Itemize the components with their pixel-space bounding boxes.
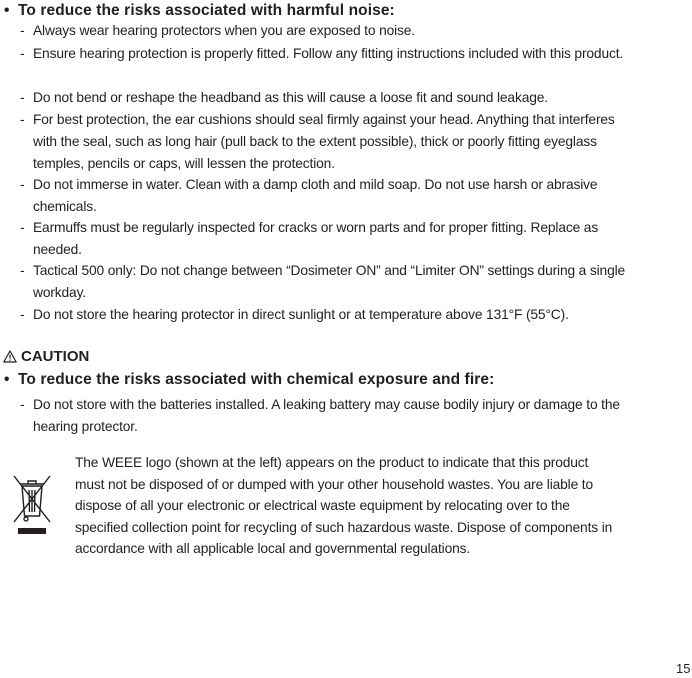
dash: - [20,307,25,322]
page-number: 15 [676,661,691,676]
noise-item-text: Do not immerse in water. Clean with a damp cloth and mild soap. Do not use harsh or abrasive chemicals. [33,177,598,214]
noise-heading-text: To reduce the risks associated with harmful noise: [18,2,395,19]
dash: - [20,397,25,412]
bullet: • [4,371,10,388]
dash: - [20,220,25,235]
noise-item-7 [20,260,626,304]
warning-triangle-icon [3,350,17,363]
noise-item-text: Earmuffs must be regularly inspected for cracks or worn parts and for proper fitting. Replace as needed. [33,220,599,257]
caution-text: CAUTION [21,348,90,365]
chemical-item-text: Do not store with the batteries installed. A leaking battery may cause bodily injury or damage to the hearing protector. [33,397,620,434]
dash: - [20,263,25,278]
dash: - [20,112,25,127]
noise-item-text: Ensure hearing protection is properly fitted. Follow any fitting instructions included with this product. [33,46,624,61]
noise-item-5 [20,174,626,218]
noise-item-4 [20,109,626,175]
noise-item-text: Always wear hearing protectors when you are exposed to noise. [33,23,415,38]
noise-item-6 [20,217,626,261]
chemical-heading-text: To reduce the risks associated with chemical exposure and fire: [18,371,495,388]
noise-item-1 [20,20,626,42]
dash: - [20,46,25,61]
noise-item-2 [20,43,626,65]
bullet: • [4,2,10,19]
weee-paragraph: The WEEE logo (shown at the left) appears on the product to indicate that this product must not be disposed of or dumped with your other household wastes. You are liable to dispose of all your electronic or electrical waste equipment by relocating over to the specified collection point for recycling of such hazardous waste. Dispose of components in accordance with all applicable local and governmental regulations. [75,455,613,556]
chemical-item-1 [20,394,626,438]
chemical-section-heading [4,371,494,389]
noise-section-heading [4,2,395,20]
weee-crossed-bin-icon [10,472,54,536]
dash: - [20,90,25,105]
dash: - [20,177,25,192]
noise-item-3 [20,87,626,109]
noise-item-text: For best protection, the ear cushions should seal firmly against your head. Anything that interferes with the seal, such as long hair (pull back to the extent possible), thick or poorly fitting eyeglass temples, pencils or caps, will lessen the protection. [33,112,615,171]
noise-item-text: Do not bend or reshape the headband as this will cause a loose fit and sound leakage. [33,90,548,105]
noise-item-text: Do not store the hearing protector in direct sunlight or at temperature above 131°F (55°C). [33,307,569,322]
dash: - [20,23,25,38]
caution-label [3,348,89,365]
noise-item-text: Tactical 500 only: Do not change between “Dosimeter ON” and “Limiter ON” settings during a single workday. [33,263,626,300]
noise-item-8 [20,304,626,326]
